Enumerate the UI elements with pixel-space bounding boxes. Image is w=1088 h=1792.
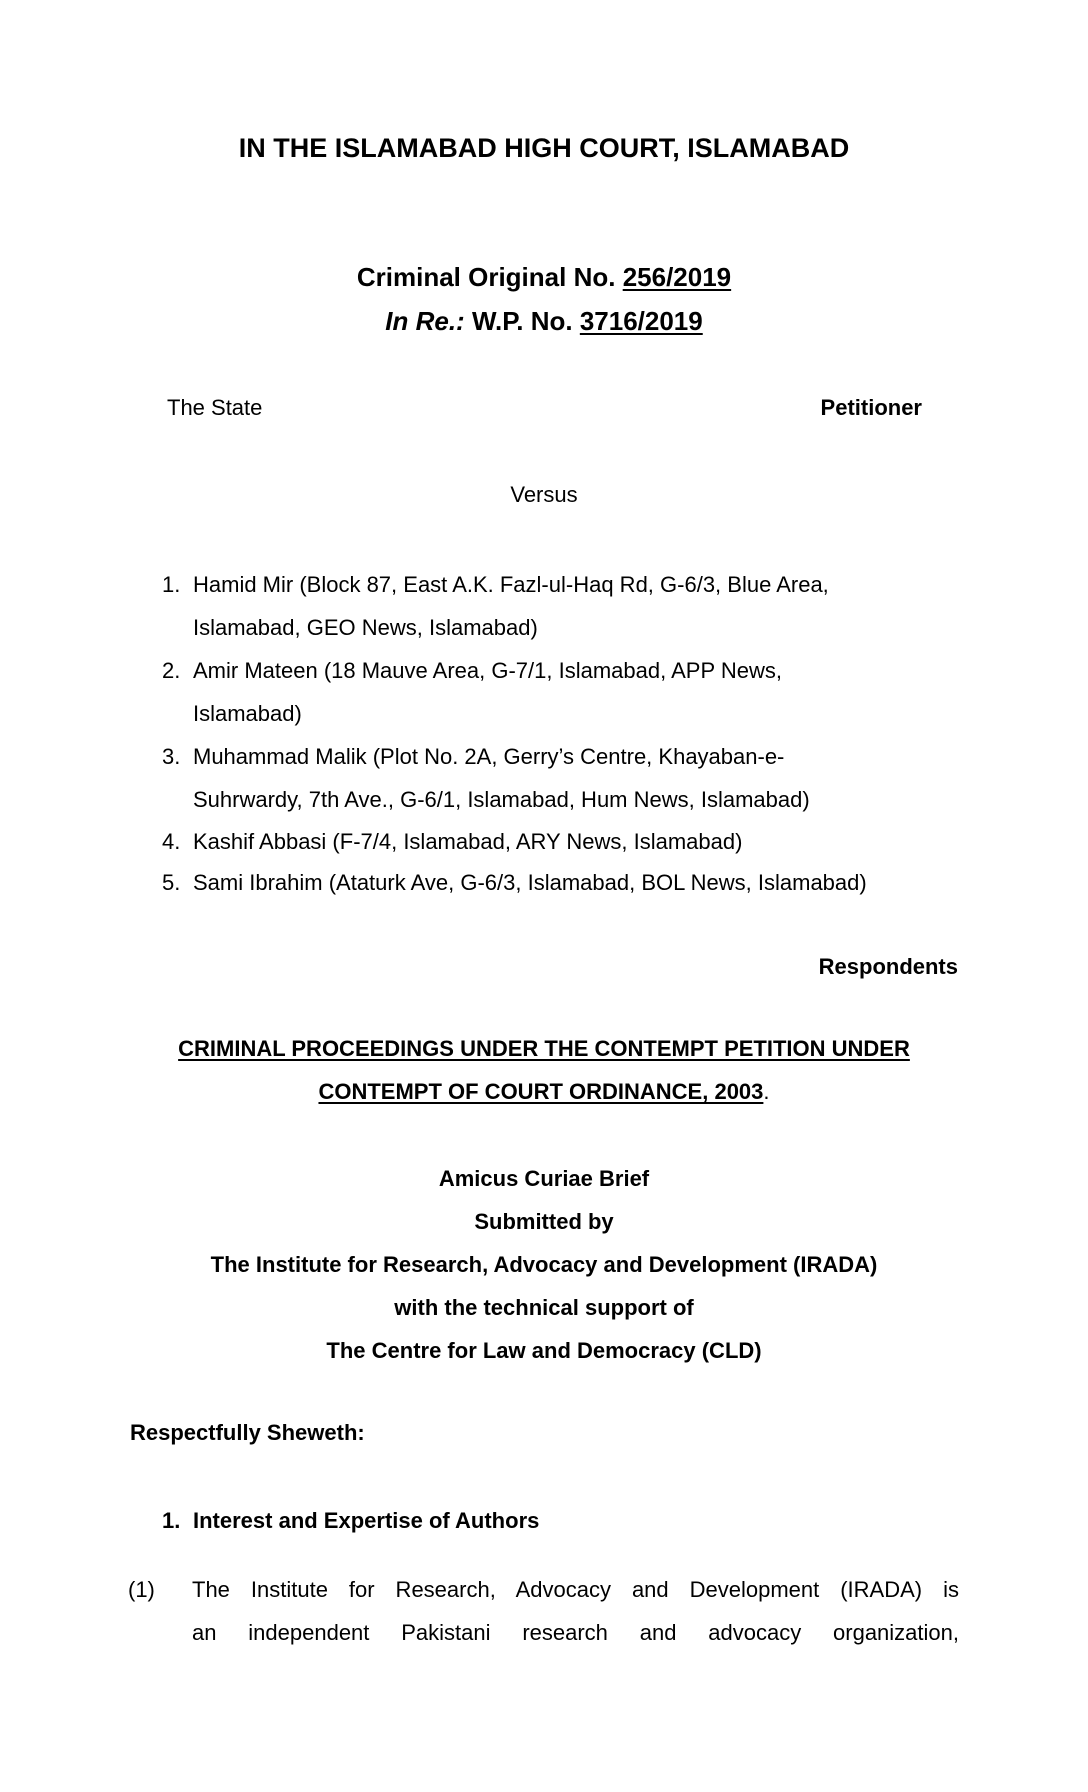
- respondent-number: 2.: [162, 658, 181, 683]
- respondent-line: Kashif Abbasi (F-7/4, Islamabad, ARY News, Islamabad): [193, 829, 743, 854]
- respondent-line: Islamabad, GEO News, Islamabad): [193, 615, 538, 640]
- case-type-label: Criminal Original No.: [356, 262, 623, 292]
- respondent-line: Islamabad): [193, 701, 302, 726]
- petitioner-label: Petitioner: [820, 395, 922, 420]
- case-number: 256/2019: [622, 262, 732, 292]
- supporting-organization: The Centre for Law and Democracy (CLD): [326, 1338, 762, 1363]
- respondent-number: 5.: [162, 870, 181, 895]
- brief-title: Amicus Curiae Brief: [438, 1166, 650, 1191]
- respondent-line: Amir Mateen (18 Mauve Area, G-7/1, Islamabad, APP News,: [193, 658, 782, 683]
- submitting-organization: The Institute for Research, Advocacy and Development (IRADA): [210, 1252, 878, 1277]
- wp-number: 3716/2019: [579, 306, 703, 336]
- respondent-line: Sami Ibrahim (Ataturk Ave, G-6/3, Islamabad, BOL News, Islamabad): [193, 870, 867, 895]
- respondent-number: 4.: [162, 829, 181, 854]
- respondent-line: Suhrwardy, 7th Ave., G-6/1, Islamabad, Hum News, Islamabad): [193, 787, 810, 812]
- in-re-line: [0, 308, 1088, 334]
- respondent-line: Hamid Mir (Block 87, East A.K. Fazl-ul-Haq Rd, G-6/3, Blue Area,: [193, 572, 829, 597]
- in-re-label: In Re.:: [385, 306, 465, 336]
- paragraph-number: (1): [128, 1577, 155, 1602]
- paragraph-line: The Institute for Research, Advocacy and Development (IRADA) is: [192, 1577, 959, 1602]
- proceedings-period: .: [763, 1079, 770, 1104]
- proceedings-text: CRIMINAL PROCEEDINGS UNDER THE CONTEMPT PETITION UNDER: [178, 1036, 910, 1061]
- proceedings-text: CONTEMPT OF COURT ORDINANCE, 2003: [318, 1079, 764, 1104]
- proceedings-heading-line2: [0, 1081, 1088, 1103]
- case-number-line: [0, 264, 1088, 290]
- wp-label: W.P. No.: [464, 306, 580, 336]
- respondent-line: Muhammad Malik (Plot No. 2A, Gerry’s Centre, Khayaban-e-: [193, 744, 785, 769]
- petitioner-name: The State: [167, 395, 263, 420]
- section-title: Interest and Expertise of Authors: [193, 1508, 540, 1533]
- respondent-number: 1.: [162, 572, 181, 597]
- proceedings-heading-line1: [0, 1038, 1088, 1060]
- section-number: 1.: [162, 1508, 181, 1533]
- respondents-label: Respondents: [818, 954, 958, 979]
- versus-label: Versus: [510, 482, 578, 507]
- paragraph-line: an independent Pakistani research and advocacy organization,: [192, 1620, 959, 1645]
- salutation: Respectfully Sheweth:: [130, 1420, 365, 1445]
- respondent-number: 3.: [162, 744, 181, 769]
- submitted-by: Submitted by: [474, 1209, 614, 1234]
- support-label: with the technical support of: [394, 1295, 694, 1320]
- court-title: IN THE ISLAMABAD HIGH COURT, ISLAMABAD: [238, 133, 850, 163]
